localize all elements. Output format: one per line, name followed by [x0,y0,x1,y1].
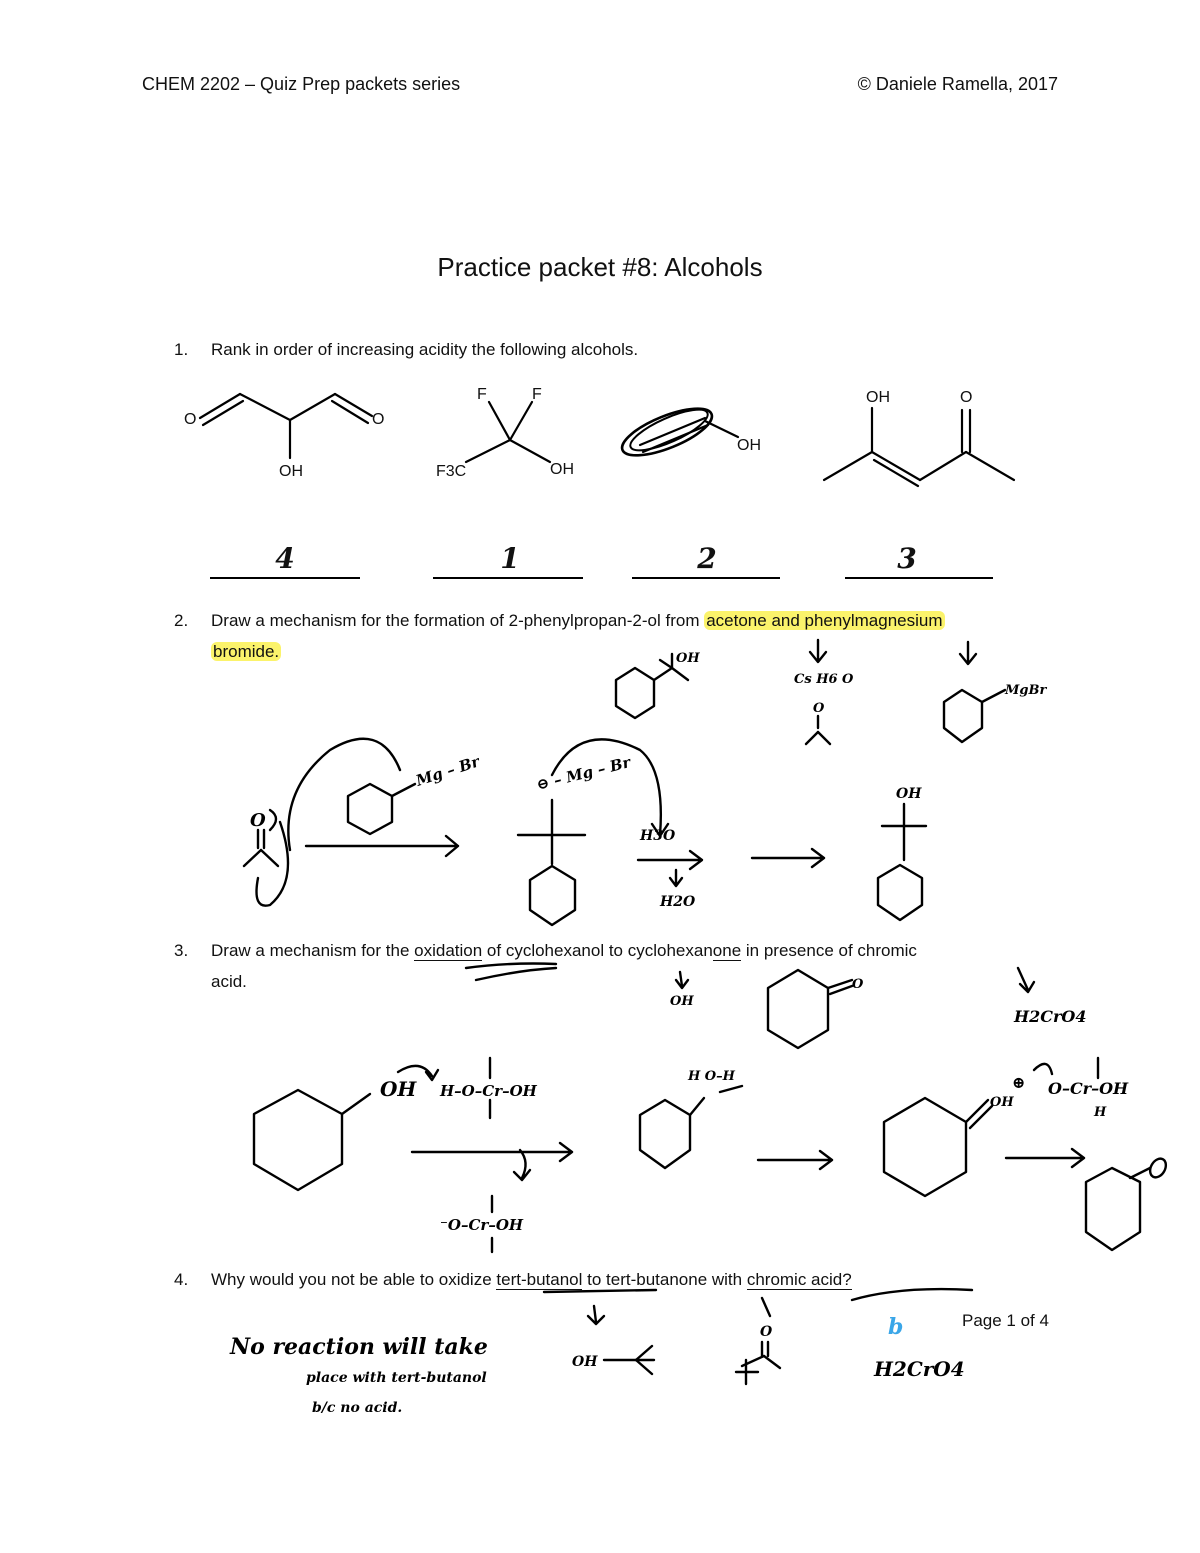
q4-answer-line3: b/c no acid. [312,1400,403,1416]
s4-oh: OH [866,389,890,406]
structure-3-allyl-alcohol-circled [617,399,761,465]
s2-oh: OH [550,461,574,478]
question-3-underline-oxidation: oxidation [414,941,483,960]
structure-4-enol-ketone [824,389,1014,486]
structure-1-hydroxymalonaldehyde [184,394,384,480]
answer-rank-2: 1 [500,542,520,575]
q3-underline-scribbles [466,964,556,981]
structure-2-trifluoroethanol [436,386,574,480]
q3-acid-label: H2CrO4 [1014,1007,1087,1026]
question-1-number: 1. [174,340,189,359]
q3-cr-ester: O–Cr–OH [1048,1079,1129,1098]
q3-cr-leaving: ⁻O–Cr–OH [440,1216,524,1234]
q3-oh-label: OH [670,994,694,1009]
q2-reactants [244,739,483,906]
question-3-line2: acid. [211,972,247,991]
q2-h2o: H2O [660,894,696,910]
answer-rank-4: 3 [897,542,917,575]
q2-o-acetone: O [250,810,266,831]
q3-notes [670,968,1086,1048]
q2-mgbr-1: Mg – Br [413,752,482,790]
question-2-number: 2. [174,611,189,630]
q2-oh-top: OH [676,651,700,666]
question-2-highlight-1: acetone and phenylmagnesium [706,611,943,630]
q3-oh-start: OH [380,1077,417,1101]
answer-rank-3: 2 [697,542,717,575]
question-2-prefix: Draw a mechanism for the formation of 2-phenylpropan-2-ol from [211,611,705,630]
s2-f1: F [477,386,487,403]
question-3-prefix: Draw a mechanism for the [211,941,415,960]
q4-acid-label: H2CrO4 [874,1357,965,1381]
header-copyright: © Daniele Ramella, 2017 [857,74,1058,94]
page-title: Practice packet #8: Alcohols [437,252,763,282]
q4-answer-line2: place with tert-butanol [306,1370,487,1386]
q3-oplus: ⊕ [1012,1073,1026,1092]
s1-oh: OH [279,463,303,480]
q3-final-product [1086,1156,1169,1250]
q2-product [878,786,926,920]
question-3-middle: of cyclohexanol to cyclohexan [482,941,713,960]
q2-h3o: H3O [640,828,676,844]
q3-cr-h: H [1094,1105,1107,1120]
question-4-number: 4. [174,1270,189,1289]
s1-o-right: O [372,411,385,428]
q4-answer [229,1334,488,1416]
question-4-middle: to tert-butanone with [582,1270,747,1289]
question-3-number: 3. [174,941,189,960]
question-2-highlight-2: bromide. [213,642,280,661]
question-4-underline-tert-butanol: tert-butanol [496,1270,583,1289]
q4-o-label: O [760,1324,773,1340]
q2-mgbr-3: MgBr [1005,683,1047,698]
q2-o-ketone: O [813,701,825,716]
header-course: CHEM 2202 – Quiz Prep packets series [142,74,461,94]
question-1-text: Rank in order of increasing acidity the following alcohols. [211,340,639,359]
q2-oh-product: OH [896,786,922,802]
q3-proton-group: H O–H [688,1069,735,1084]
answer-rank-1: 4 [275,542,295,575]
q3-step2 [640,1069,832,1169]
q4-tert-butanone [736,1298,780,1384]
question-4-prefix: Why would you not be able to oxidize [211,1270,497,1289]
q3-oh-ester: OH [990,1095,1014,1110]
q2-acetone-note [794,640,854,744]
s2-f2: F [532,386,542,403]
q2-intermediate [518,739,824,925]
q4-acid [873,1314,965,1381]
q2-mgbr-2: ⊖ – Mg – Br [534,753,633,794]
q4-underlines [544,1289,972,1300]
q4-tert-butanol [572,1306,654,1374]
q4-answer-line1: No reaction will take [230,1334,488,1360]
q4-blue-mark: b [888,1314,904,1340]
question-3-suffix: in presence of chromic [741,941,917,960]
q3-cr-reagent: H–O–Cr–OH [440,1082,537,1100]
q4-oh-label: OH [572,1354,598,1370]
page-number: Page 1 of 4 [962,1311,1049,1330]
s1-o-left: O [184,411,197,428]
q2-grignard-note [944,642,1047,742]
s2-cf3: F3C [436,463,467,480]
s3-oh: OH [737,437,761,454]
q3-step1 [254,1058,572,1252]
question-4-underline-chromic-acid: chromic acid? [746,1270,852,1289]
q3-step3 [884,1058,1129,1196]
s4-o: O [960,389,973,406]
question-3-underline-one: one [712,941,742,960]
q2-formula: Cs H6 O [794,672,854,687]
q3-o-ketone: O [852,977,864,992]
q2-product-sketch [616,651,700,718]
